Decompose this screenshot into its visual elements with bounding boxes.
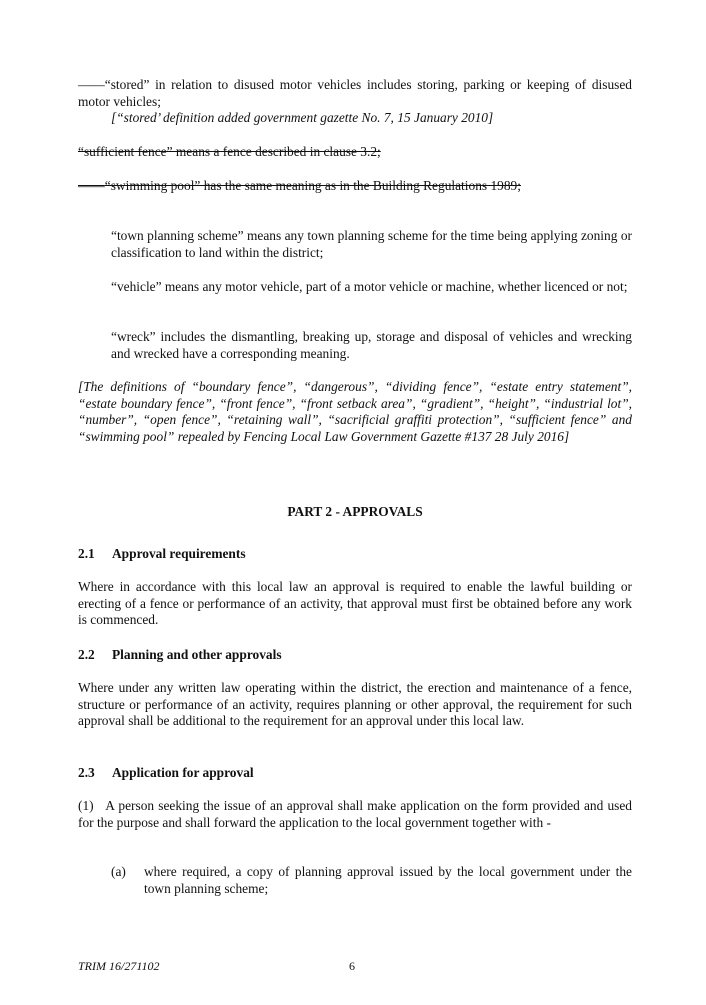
footer-trim: TRIM 16/271102 bbox=[78, 959, 160, 973]
section-2-3-subclause-1: (1) A person seeking the issue of an approval shall make application on the form provided and used for the purpose and shall forward the application to the local government together with - bbox=[78, 798, 636, 830]
stored-dash: —— bbox=[78, 77, 105, 92]
section-2-2-heading bbox=[78, 647, 632, 664]
definition-swimming-pool bbox=[78, 178, 632, 195]
part-heading: PART 2 - APPROVALS bbox=[287, 504, 423, 519]
item-a-label: (a) bbox=[111, 864, 126, 879]
section-2-1-body: Where in accordance with this local law an approval is required to enable the lawful building or erecting of a fence or performance of an activity, that approval must first be obtained before any work is commenced. bbox=[78, 579, 632, 628]
definition-vehicle: “vehicle” means any motor vehicle, part of a motor vehicle or machine, whether licenced or not; bbox=[111, 279, 628, 294]
swimming-pool-text: “swimming pool” has the same meaning as in the Building Regulations 1989; bbox=[104, 178, 521, 193]
stored-note: [“stored’ definition added government gazette No. 7, 15 January 2010] bbox=[111, 110, 494, 125]
definition-stored bbox=[78, 77, 632, 110]
section-2-2-number: 2.2 bbox=[78, 647, 95, 662]
swimming-pool-dash: —— bbox=[78, 178, 105, 193]
section-2-3-heading bbox=[78, 765, 632, 782]
section-2-1-heading bbox=[78, 546, 632, 563]
definition-town-planning-scheme: “town planning scheme” means any town planning scheme for the time being applying zoning or classification to land within the district; bbox=[111, 228, 632, 260]
item-a-text: where required, a copy of planning approval issued by the local government under the town planning scheme; bbox=[144, 864, 632, 896]
section-2-3-title: Application for approval bbox=[112, 765, 254, 780]
section-2-3-number: 2.3 bbox=[78, 765, 95, 780]
stored-text: “stored” in relation to disused motor vehicles includes storing, parking or keeping of disused motor vehicles; bbox=[78, 77, 632, 109]
section-2-1-number: 2.1 bbox=[78, 546, 95, 561]
section-2-2-title: Planning and other approvals bbox=[112, 647, 282, 662]
section-2-2-body: Where under any written law operating within the district, the erection and maintenance of a fence, structure or performance of an activity, requires planning or other approval, the requirement for such approval shall be additional to the requirement for an approval under this local law. bbox=[78, 680, 632, 729]
definition-sufficient-fence: “sufficient fence” means a fence described in clause 3.2; bbox=[78, 144, 381, 159]
section-2-1-title: Approval requirements bbox=[112, 546, 246, 561]
footer-page-number: 6 bbox=[349, 959, 355, 973]
repeal-note: [The definitions of “boundary fence”, “dangerous”, “dividing fence”, “estate entry statement”, “estate boundary fence”, “front fence”, “front setback area”, “gradient”, “height”, “industrial lot”, “number”, “open fence”, “retaining wall”, “sacrificial graffiti protection”, “sufficient fence” and “swimming pool” repealed by Fencing Local Law Government Gazette #137 28 July 2016] bbox=[78, 379, 632, 444]
definition-wreck: “wreck” includes the dismantling, breaking up, storage and disposal of vehicles and wrecking and wrecked have a corresponding meaning. bbox=[111, 329, 632, 361]
